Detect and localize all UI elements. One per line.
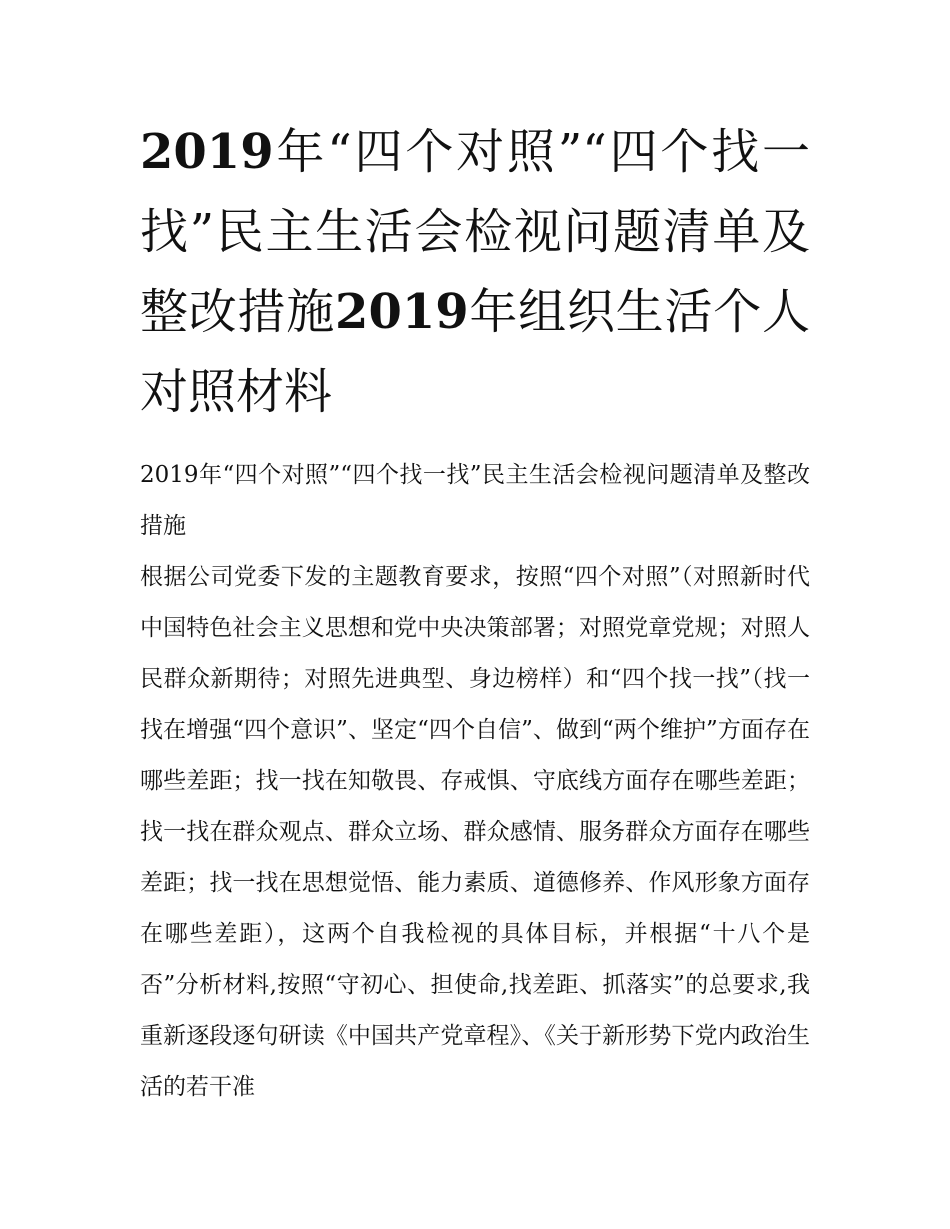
title-year-1: 2019 [140,124,274,180]
title-year-2: 2019 [335,284,469,340]
title-text-2: 年组织生活个人对照材料 [140,284,810,420]
document-title [140,112,810,432]
body-paragraph: 根据公司党委下发的主题教育要求，按照“四个对照”（对照新时代中国特色社会主义思想和党中央决策部署；对照党章党规；对照人民群众新期待；对照先进典型、身边榜样）和“四个找一找”（找一找在增强“四个意识”、坚定“四个自信”、做到“两个维护”方面存在哪些差距；找一找在知敬畏、存戒惧、守底线方面存在哪些差距；找一找在群众观点、群众立场、群众感情、服务群众方面存在哪些差距；找一找在思想觉悟、能力素质、道德修养、作风形象方面存在哪些差距），这两个自我检视的具体目标，并根据“十八个是否”分析材料,按照“守初心、担使命,找差距、抓落实”的总要求,我重新逐段逐句研读《中国共产党章程》、《关于新形势下党内政治生活的若干准 [140,564,810,1100]
document-subtitle: 2019年“四个对照”“四个找一找”民主生活会检视问题清单及整改措施 [140,462,810,539]
title-text-1: 年“四个对照”“四个找一找”民主生活会检视问题清单及整改措施 [140,124,810,340]
document-content [140,112,810,1113]
